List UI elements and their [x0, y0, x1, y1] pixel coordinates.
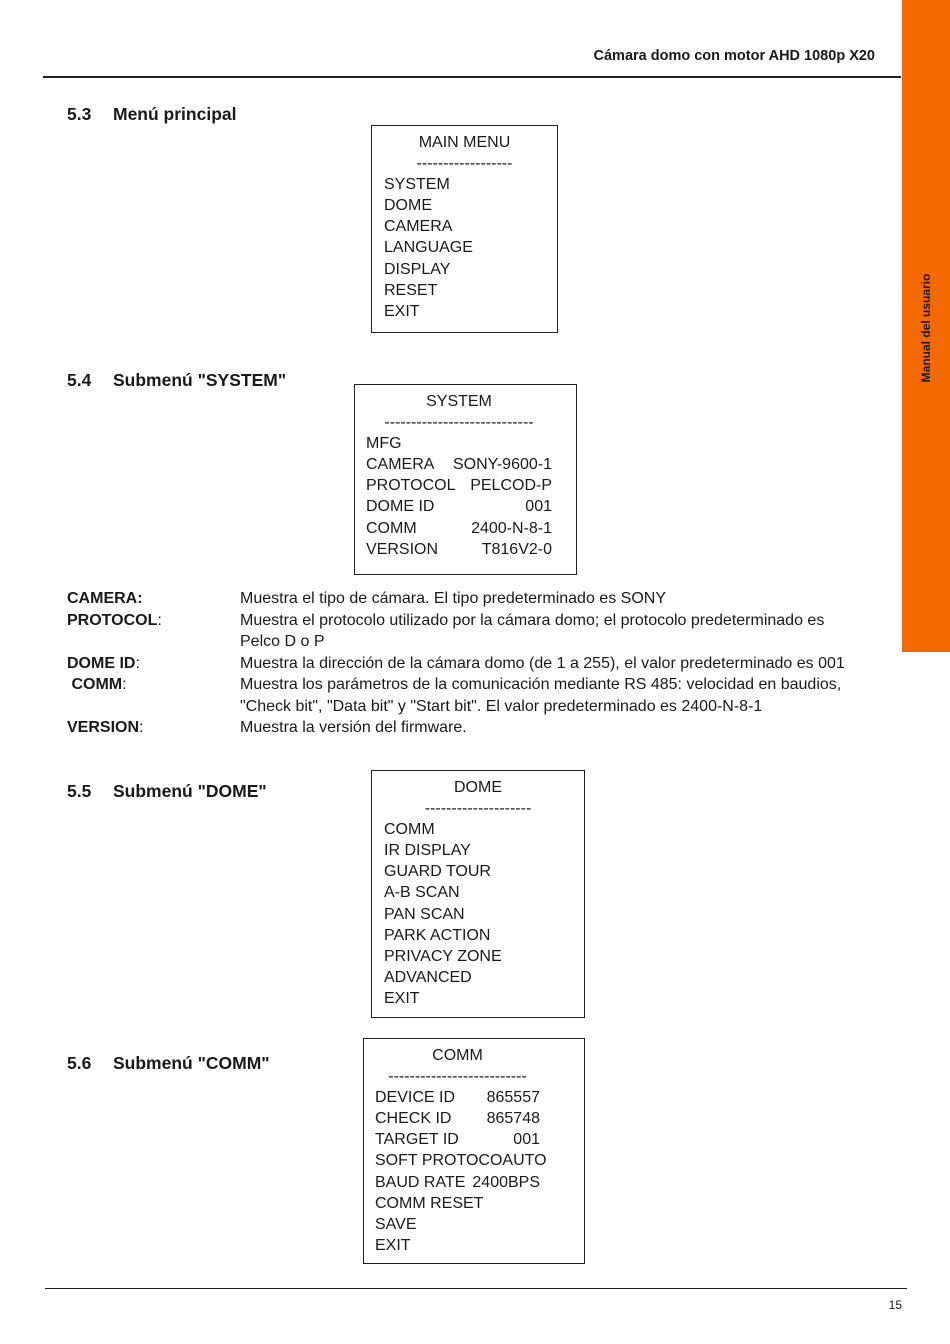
menu-item-privacy-zone: PRIVACY ZONE — [384, 947, 502, 965]
row-value: SONY-9600-1 — [452, 456, 552, 474]
side-tab-label: Manual del usuario — [919, 273, 933, 383]
definition-term: DOME ID: — [67, 654, 140, 672]
menu-item-system: SYSTEM — [384, 176, 450, 194]
definition-term: COMM: — [67, 676, 127, 693]
section-title: Menú principal — [113, 104, 237, 124]
definition-camera — [67, 588, 867, 610]
menu-row-version — [366, 539, 552, 560]
menu-separator: ------------------ — [416, 155, 513, 173]
definition-term: CAMERA: — [67, 590, 143, 607]
menu-row-camera — [366, 454, 552, 475]
menu-item-ab-scan: A-B SCAN — [384, 884, 460, 902]
menu-row-comm — [366, 518, 552, 539]
dome-menu-box — [371, 770, 585, 1018]
row-value: 001 — [513, 1131, 540, 1149]
main-menu-box — [371, 125, 558, 333]
row-value: 865557 — [486, 1089, 540, 1107]
section-heading-system — [67, 370, 286, 391]
menu-row-soft-protoco — [375, 1150, 547, 1171]
menu-row-target-id — [375, 1129, 540, 1150]
row-label: VERSION — [366, 540, 439, 558]
row-label: MFG — [366, 435, 402, 453]
row-label: DOME ID — [366, 498, 435, 516]
menu-item-guard-tour: GUARD TOUR — [384, 863, 491, 881]
footer-divider — [45, 1288, 907, 1289]
section-number: 5.3 — [67, 104, 92, 124]
row-label: CHECK ID — [375, 1110, 452, 1128]
row-value: 2400BPS — [472, 1173, 540, 1191]
menu-row-device-id — [375, 1087, 540, 1108]
row-label: CAMERA — [366, 456, 435, 474]
header-divider — [43, 76, 901, 78]
row-label: TARGET ID — [375, 1131, 459, 1149]
definition-desc: Muestra la versión del firmware. — [240, 719, 467, 736]
definition-desc: Muestra los parámetros de la comunicación mediante RS 485: velocidad en baudios, "Check bit", "Data bit" y "Start bit". El valor predeterminado es 2400-N-8-1 — [240, 676, 842, 715]
row-value: AUTO — [502, 1152, 547, 1170]
comm-menu-box — [363, 1038, 585, 1264]
menu-row-baud-rate — [375, 1172, 540, 1193]
menu-row-save — [375, 1214, 540, 1235]
row-label: EXIT — [375, 1236, 411, 1254]
section-number: 5.6 — [67, 1053, 92, 1073]
definition-desc: Muestra el tipo de cámara. El tipo predeterminado es SONY — [240, 590, 666, 607]
menu-title: COMM — [432, 1047, 483, 1064]
menu-item-pan-scan: PAN SCAN — [384, 905, 465, 923]
menu-title: MAIN MENU — [418, 134, 511, 151]
definition-list — [67, 588, 867, 739]
row-value: 865748 — [486, 1110, 540, 1128]
row-value: 001 — [525, 498, 552, 516]
page-number: 15 — [888, 1298, 902, 1312]
row-value: T816V2-0 — [481, 540, 552, 558]
menu-item-exit: EXIT — [384, 989, 420, 1007]
definition-term: VERSION: — [67, 719, 144, 736]
menu-item-ir-display: IR DISPLAY — [384, 842, 471, 860]
menu-row-mfg — [366, 433, 552, 454]
section-title: Submenú "COMM" — [113, 1053, 270, 1073]
menu-title: DOME — [454, 779, 502, 796]
menu-row-protocol — [366, 475, 552, 496]
section-heading-comm — [67, 1053, 270, 1074]
menu-row-exit — [375, 1235, 540, 1256]
row-value: 2400-N-8-1 — [471, 519, 552, 537]
menu-title: SYSTEM — [426, 393, 492, 410]
definition-desc: Muestra la dirección de la cámara domo (de 1 a 255), el valor predeterminado es 001 — [240, 654, 845, 672]
menu-item-camera: CAMERA — [384, 218, 453, 236]
definition-comm — [67, 674, 867, 717]
system-menu-box — [354, 384, 577, 575]
menu-item-reset: RESET — [384, 281, 438, 299]
section-title: Submenú "DOME" — [113, 781, 267, 801]
menu-row-dome-id — [366, 496, 552, 517]
section-number: 5.5 — [67, 781, 92, 801]
menu-item-display: DISPLAY — [384, 260, 451, 278]
definition-desc: Muestra el protocolo utilizado por la cámara domo; el protocolo predeterminado es Pelco D o P — [240, 611, 825, 650]
menu-row-comm-reset — [375, 1193, 540, 1214]
menu-row-check-id — [375, 1108, 540, 1129]
definition-dome-id — [67, 653, 867, 675]
section-heading-dome — [67, 781, 267, 802]
row-label: COMM — [366, 519, 417, 537]
definition-protocol — [67, 610, 867, 653]
row-label: COMM RESET — [375, 1194, 484, 1212]
menu-separator: -------------------------- — [388, 1068, 527, 1086]
section-number: 5.4 — [67, 370, 92, 390]
menu-item-comm: COMM — [384, 821, 435, 839]
row-label: SAVE — [375, 1215, 417, 1233]
row-label: PROTOCOL — [366, 477, 456, 495]
row-label: SOFT PROTOCO — [375, 1152, 503, 1170]
section-heading-main-menu — [67, 104, 236, 125]
menu-item-park-action: PARK ACTION — [384, 926, 491, 944]
menu-item-exit: EXIT — [384, 302, 420, 320]
section-title: Submenú "SYSTEM" — [113, 370, 287, 390]
menu-separator: -------------------- — [424, 800, 532, 818]
menu-item-dome: DOME — [384, 197, 432, 215]
menu-separator: ---------------------------- — [384, 414, 534, 432]
row-label: BAUD RATE — [375, 1173, 466, 1191]
menu-item-language: LANGUAGE — [384, 239, 473, 257]
row-label: DEVICE ID — [375, 1089, 456, 1107]
definition-term: PROTOCOL: — [67, 611, 162, 629]
definition-version — [67, 717, 867, 739]
row-value: PELCOD-P — [470, 477, 552, 495]
header-title: Cámara domo con motor AHD 1080p X20 — [593, 48, 875, 64]
menu-item-advanced: ADVANCED — [384, 968, 472, 986]
